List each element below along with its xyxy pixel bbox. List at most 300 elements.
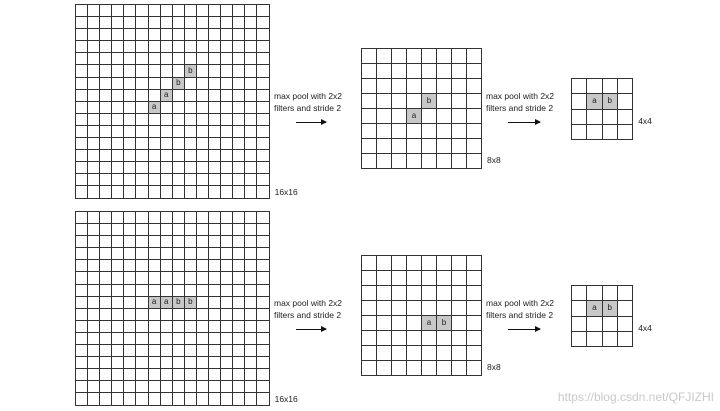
operation-line-1: max pool with 2x2 [486, 91, 555, 101]
grid-cell [76, 126, 88, 138]
grid-cell [467, 154, 482, 169]
grid-cell [88, 162, 100, 174]
grid-cell [161, 41, 173, 53]
grid-cell [149, 17, 161, 29]
grid-cell [257, 29, 269, 41]
grid-cell [221, 53, 233, 65]
grid-cell [76, 260, 88, 272]
grid-cell [362, 154, 377, 169]
grid-cell [245, 260, 257, 272]
grid-cell [197, 162, 209, 174]
grid-cell [100, 297, 112, 309]
grid-cell [467, 124, 482, 139]
grid-cell [185, 162, 197, 174]
grid-cell [88, 5, 100, 17]
grid-cell [100, 90, 112, 102]
grid-cell [197, 150, 209, 162]
grid-cell [88, 102, 100, 114]
grid-cell [112, 17, 124, 29]
grid-cell [185, 236, 197, 248]
max-pool-operation-label [274, 297, 342, 321]
grid-cell [233, 17, 245, 29]
grid-cell [100, 53, 112, 65]
grid-cell [136, 260, 148, 272]
grid-cell [124, 393, 136, 405]
grid-cell [76, 90, 88, 102]
grid-cell [76, 5, 88, 17]
grid-cell [362, 94, 377, 109]
grid-cell [221, 186, 233, 198]
grid-cell [149, 126, 161, 138]
grid-cell [392, 64, 407, 79]
grid-cell [233, 321, 245, 333]
grid-cell [452, 109, 467, 124]
grid-cell [221, 260, 233, 272]
grid-cell [257, 150, 269, 162]
grid-cell [100, 381, 112, 393]
grid-cell [173, 345, 185, 357]
grid-cell [437, 361, 452, 376]
grid-cell [422, 301, 437, 316]
grid-cell [136, 174, 148, 186]
grid-cell [185, 186, 197, 198]
grid-cell [233, 248, 245, 260]
grid-cell [100, 393, 112, 405]
grid-cell [197, 114, 209, 126]
grid-cell [392, 139, 407, 154]
grid-cell [161, 224, 173, 236]
grid-cell [173, 29, 185, 41]
grid-cell [136, 381, 148, 393]
grid-cell [161, 53, 173, 65]
grid-cell [124, 345, 136, 357]
grid-cell [257, 297, 269, 309]
grid-cell [377, 64, 392, 79]
grid-cell [100, 174, 112, 186]
grid-cell [209, 53, 221, 65]
grid-cell [209, 138, 221, 150]
grid-cell [76, 248, 88, 260]
grid-cell [88, 17, 100, 29]
grid-cell [362, 49, 377, 64]
grid-cell [377, 286, 392, 301]
grid-cell [88, 114, 100, 126]
grid-cell [88, 345, 100, 357]
arrow-icon [296, 329, 326, 330]
grid-cell [100, 5, 112, 17]
grid-cell [161, 78, 173, 90]
grid-cell [185, 17, 197, 29]
grid-cell [161, 285, 173, 297]
grid-cell [100, 357, 112, 369]
grid-cell [136, 248, 148, 260]
grid-cell [245, 272, 257, 284]
grid-cell [173, 102, 185, 114]
grid-cell [173, 272, 185, 284]
grid-cell [185, 321, 197, 333]
grid-cell [221, 345, 233, 357]
grid-cell [136, 186, 148, 198]
grid-cell [407, 124, 422, 139]
arrow-icon [508, 329, 540, 330]
grid-cell [245, 17, 257, 29]
grid-cell [124, 162, 136, 174]
grid-size-label: 4x4 [638, 323, 652, 334]
grid-cell [185, 29, 197, 41]
grid-cell [245, 285, 257, 297]
grid-cell [233, 272, 245, 284]
grid-cell [603, 125, 618, 140]
grid-cell [257, 272, 269, 284]
grid-cell [257, 357, 269, 369]
highlighted-cell: a [161, 90, 173, 102]
grid-cell [377, 94, 392, 109]
grid-cell [221, 114, 233, 126]
grid-cell [587, 317, 602, 332]
grid-cell [197, 78, 209, 90]
grid-cell [233, 126, 245, 138]
grid-cell [233, 78, 245, 90]
grid-cell [197, 248, 209, 260]
grid-cell [233, 102, 245, 114]
grid-cell [112, 102, 124, 114]
grid-cell [112, 236, 124, 248]
grid-cell [603, 79, 618, 94]
grid-cell [149, 260, 161, 272]
grid-cell [173, 114, 185, 126]
grid-cell [362, 109, 377, 124]
grid-cell [100, 114, 112, 126]
grid-cell [197, 345, 209, 357]
grid-cell [245, 102, 257, 114]
grid-cell [185, 248, 197, 260]
grid-cell [136, 333, 148, 345]
grid-cell [221, 357, 233, 369]
grid-cell [362, 124, 377, 139]
grid-cell [88, 78, 100, 90]
grid-cell [124, 126, 136, 138]
grid-cell [124, 309, 136, 321]
grid-cell [209, 150, 221, 162]
grid-cell [377, 154, 392, 169]
grid-cell [618, 94, 633, 109]
grid-cell [233, 114, 245, 126]
grid-cell [603, 317, 618, 332]
grid-cell [76, 186, 88, 198]
grid-cell [437, 109, 452, 124]
grid-cell [76, 29, 88, 41]
grid-cell [173, 150, 185, 162]
highlighted-cell: b [437, 316, 452, 331]
grid-cell [112, 381, 124, 393]
grid-cell [197, 186, 209, 198]
grid-cell [185, 174, 197, 186]
grid-cell [377, 271, 392, 286]
grid-cell [221, 248, 233, 260]
grid-cell [221, 174, 233, 186]
grid-cell [149, 272, 161, 284]
grid-cell [392, 79, 407, 94]
grid-cell [149, 162, 161, 174]
grid-cell [88, 224, 100, 236]
grid-cell [76, 381, 88, 393]
grid-cell [197, 224, 209, 236]
grid-cell [209, 309, 221, 321]
grid-cell [407, 64, 422, 79]
grid-cell [618, 332, 633, 347]
grid-cell [245, 29, 257, 41]
grid-cell [76, 309, 88, 321]
grid-cell [467, 109, 482, 124]
grid-cell [587, 332, 602, 347]
grid-cell [422, 109, 437, 124]
grid-cell [221, 29, 233, 41]
grid-cell [197, 393, 209, 405]
grid-cell [377, 79, 392, 94]
grid-cell [245, 393, 257, 405]
grid-cell [161, 248, 173, 260]
grid-cell [100, 162, 112, 174]
grid-cell [221, 381, 233, 393]
grid-cell [362, 256, 377, 271]
grid-cell [124, 150, 136, 162]
grid-cell [209, 212, 221, 224]
grid-cell [100, 285, 112, 297]
grid-cell [233, 297, 245, 309]
grid-cell [173, 248, 185, 260]
grid-cell [257, 393, 269, 405]
grid-cell [173, 285, 185, 297]
grid-cell [100, 260, 112, 272]
grid-cell [136, 114, 148, 126]
grid-cell [149, 333, 161, 345]
arrow-icon [296, 122, 326, 123]
grid-cell [149, 150, 161, 162]
grid-cell [149, 65, 161, 77]
grid-cell [88, 321, 100, 333]
max-pool-operation-label [274, 90, 342, 114]
grid-cell [209, 17, 221, 29]
grid-cell [136, 65, 148, 77]
grid-cell [136, 138, 148, 150]
grid-cell [233, 309, 245, 321]
grid-cell [257, 162, 269, 174]
grid-cell [149, 357, 161, 369]
grid-cell [233, 53, 245, 65]
grid-cell [233, 224, 245, 236]
grid-cell [124, 90, 136, 102]
grid-cell [407, 271, 422, 286]
grid-cell [572, 332, 587, 347]
grid-cell [76, 357, 88, 369]
highlighted-cell: b [185, 65, 197, 77]
grid-cell [76, 65, 88, 77]
grid-cell [209, 393, 221, 405]
grid-cell [100, 150, 112, 162]
grid-cell [197, 65, 209, 77]
grid-cell [362, 361, 377, 376]
grid-cell [452, 346, 467, 361]
grid-cell [112, 224, 124, 236]
grid-cell [100, 65, 112, 77]
grid-cell [257, 53, 269, 65]
grid-cell [88, 29, 100, 41]
highlighted-cell: a [587, 94, 602, 109]
grid-cell [124, 333, 136, 345]
grid-cell [407, 256, 422, 271]
grid-cell [136, 90, 148, 102]
grid-cell [452, 316, 467, 331]
grid-cell [437, 331, 452, 346]
grid-cell [112, 53, 124, 65]
grid-cell [185, 272, 197, 284]
grid-cell [233, 333, 245, 345]
grid-cell [173, 236, 185, 248]
grid-cell [100, 272, 112, 284]
grid-cell [377, 361, 392, 376]
grid-cell [377, 124, 392, 139]
grid-cell [233, 357, 245, 369]
grid-cell [245, 357, 257, 369]
grid-cell [437, 139, 452, 154]
grid-cell [209, 357, 221, 369]
grid-cell [221, 90, 233, 102]
grid-cell [100, 41, 112, 53]
grid-cell [173, 162, 185, 174]
grid-cell [362, 139, 377, 154]
operation-line-2: filters and stride 2 [274, 103, 342, 113]
grid-cell [603, 110, 618, 125]
grid-cell [149, 138, 161, 150]
grid-cell [209, 272, 221, 284]
grid-cell [467, 331, 482, 346]
grid-cell [173, 260, 185, 272]
grid-cell [245, 90, 257, 102]
grid-cell [245, 224, 257, 236]
grid-cell [88, 369, 100, 381]
grid-cell [112, 369, 124, 381]
grid-cell [209, 41, 221, 53]
grid-4x4 [571, 78, 633, 140]
grid-cell [209, 297, 221, 309]
grid-cell [161, 333, 173, 345]
highlighted-cell: b [603, 301, 618, 316]
grid-cell [100, 369, 112, 381]
grid-cell [221, 285, 233, 297]
grid-cell [392, 301, 407, 316]
grid-cell [209, 260, 221, 272]
grid-cell [452, 154, 467, 169]
grid-cell [88, 186, 100, 198]
grid-cell [124, 114, 136, 126]
grid-cell [149, 41, 161, 53]
grid-cell [124, 357, 136, 369]
grid-cell [124, 248, 136, 260]
grid-cell [88, 126, 100, 138]
grid-cell [124, 78, 136, 90]
grid-cell [149, 5, 161, 17]
grid-cell [149, 53, 161, 65]
grid-cell [76, 102, 88, 114]
grid-cell [100, 102, 112, 114]
grid-cell [76, 162, 88, 174]
grid-cell [407, 139, 422, 154]
grid-cell [185, 126, 197, 138]
grid-cell [245, 5, 257, 17]
grid-cell [124, 138, 136, 150]
grid-cell [437, 154, 452, 169]
grid-cell [257, 248, 269, 260]
grid-cell [112, 333, 124, 345]
grid-cell [221, 224, 233, 236]
grid-cell [209, 126, 221, 138]
grid-cell [124, 285, 136, 297]
grid-cell [245, 126, 257, 138]
highlighted-cell: b [185, 297, 197, 309]
grid-cell [161, 126, 173, 138]
grid-cell [88, 65, 100, 77]
grid-cell [136, 357, 148, 369]
grid-cell [124, 236, 136, 248]
grid-cell [197, 357, 209, 369]
grid-cell [233, 162, 245, 174]
grid-cell [136, 224, 148, 236]
grid-cell [422, 346, 437, 361]
grid-cell [112, 309, 124, 321]
grid-cell [76, 236, 88, 248]
operation-line-2: filters and stride 2 [274, 310, 342, 320]
grid-cell [209, 224, 221, 236]
grid-cell [422, 139, 437, 154]
grid-cell [136, 212, 148, 224]
grid-cell [88, 150, 100, 162]
grid-cell [257, 260, 269, 272]
grid-cell [407, 316, 422, 331]
grid-cell [572, 317, 587, 332]
grid-cell [407, 49, 422, 64]
grid-cell [149, 186, 161, 198]
operation-line-1: max pool with 2x2 [274, 91, 343, 101]
grid-8x8 [361, 255, 482, 376]
max-pool-operation-label [486, 297, 554, 321]
grid-cell [618, 125, 633, 140]
grid-cell [257, 78, 269, 90]
grid-cell [618, 317, 633, 332]
grid-cell [197, 90, 209, 102]
grid-cell [124, 272, 136, 284]
highlighted-cell: a [149, 102, 161, 114]
grid-cell [257, 321, 269, 333]
grid-cell [221, 393, 233, 405]
grid-cell [221, 17, 233, 29]
grid-cell [377, 346, 392, 361]
grid-cell [452, 361, 467, 376]
grid-cell [467, 286, 482, 301]
grid-cell [452, 49, 467, 64]
grid-cell [136, 126, 148, 138]
grid-cell [197, 333, 209, 345]
grid-cell [221, 150, 233, 162]
grid-cell [257, 102, 269, 114]
grid-cell [233, 138, 245, 150]
grid-cell [136, 236, 148, 248]
grid-cell [467, 49, 482, 64]
grid-cell [124, 369, 136, 381]
grid-cell [362, 271, 377, 286]
grid-cell [76, 345, 88, 357]
grid-cell [149, 174, 161, 186]
grid-cell [161, 65, 173, 77]
